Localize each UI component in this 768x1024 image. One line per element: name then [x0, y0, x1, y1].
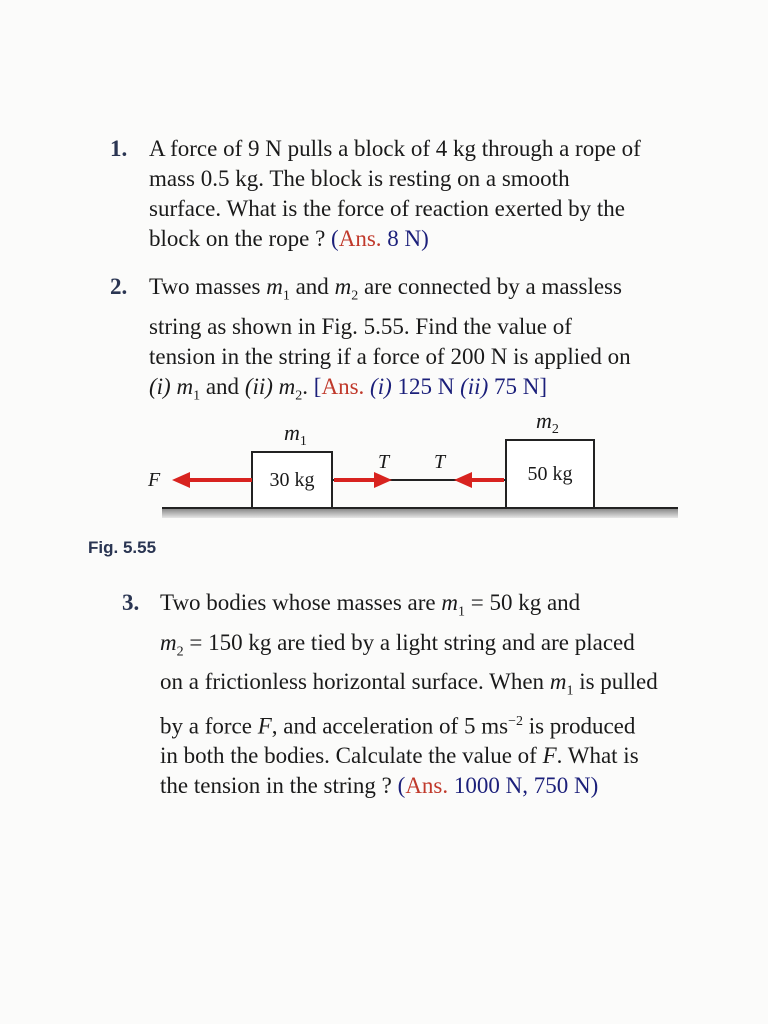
roman-numeral: (ii) — [460, 373, 489, 399]
text-fragment: on a frictionless horizontal surface. When — [160, 669, 550, 695]
answer — [398, 773, 599, 798]
math-superscript: −2 — [508, 713, 523, 729]
block-m1-label: $m_1$ — [284, 420, 307, 449]
problem-line-with-answer — [160, 771, 742, 801]
problem-line: mass 0.5 kg. The block is resting on a smooth — [149, 166, 570, 191]
math-symbol: m — [160, 629, 177, 655]
tension-label-left: T — [378, 451, 390, 473]
text-fragment: and — [200, 373, 245, 399]
math-subscript: 2 — [295, 388, 303, 404]
text-fragment: Two bodies whose masses are — [160, 590, 442, 615]
text-fragment: is pulled — [573, 669, 658, 695]
roman-numeral: (i) — [149, 373, 171, 399]
problem-line: string as shown in Fig. 5.55. Find the value of — [149, 313, 572, 339]
force-label: F — [148, 469, 161, 491]
answer-label: Ans. — [405, 773, 449, 799]
ground-hatching — [162, 509, 678, 518]
text-fragment: = 50 kg and — [464, 590, 581, 615]
problem-number: 2. — [110, 274, 128, 299]
text-fragment: . What is — [556, 743, 639, 769]
problem-number: 3. — [122, 590, 140, 615]
problem-line — [160, 628, 742, 668]
math-subscript: 1 — [282, 288, 290, 304]
math-symbol: m — [441, 590, 458, 615]
text-fragment: are connected by a massless — [358, 274, 622, 299]
problem-line: A force of 9 N pulls a block of 4 kg through a rope of — [149, 136, 641, 161]
math-symbol: m — [334, 274, 352, 299]
block-m1-mass-value: 30 kg — [269, 469, 315, 491]
text-fragment: and — [289, 274, 335, 299]
problem-number: 1. — [110, 136, 128, 161]
problem-line — [160, 667, 742, 707]
force-arrow-head — [172, 472, 190, 488]
answer-value: 1000 N, 750 N) — [448, 773, 599, 799]
figure-caption: Fig. 5.55 — [88, 538, 157, 557]
tension-arrow-right-head — [454, 472, 472, 488]
math-symbol: m — [176, 373, 194, 399]
text-fragment: = 150 kg are tied by a light string and are placed — [183, 629, 635, 655]
text-fragment: , and acceleration of 5 ms — [271, 713, 509, 739]
answer-value: 75 N] — [488, 373, 548, 399]
text-fragment: in both the bodies. Calculate the value of — [160, 743, 543, 769]
problem-line: surface. What is the force of reaction exerted by the — [149, 196, 625, 221]
tension-arrow-left-head — [374, 472, 392, 488]
math-subscript: 2 — [351, 288, 359, 304]
math-symbol: F — [542, 743, 557, 769]
block-m2-mass-value: 50 kg — [527, 463, 573, 485]
tension-label-right: T — [434, 451, 446, 473]
problem-line: tension in the string if a force of 200 N is applied on — [149, 343, 631, 369]
problem-text — [160, 588, 742, 801]
problem-line — [160, 741, 742, 771]
math-symbol: m — [549, 669, 567, 695]
answer-value: 8 N) — [381, 226, 429, 251]
math-subscript: 2 — [176, 644, 184, 660]
answer-bracket: ( — [331, 226, 339, 251]
roman-numeral: (ii) — [244, 373, 273, 399]
text-fragment: . — [302, 373, 309, 399]
math-symbol: F — [257, 713, 272, 739]
answer-value: 125 N — [391, 373, 461, 399]
math-subscript: 1 — [566, 683, 574, 699]
math-symbol: m — [278, 373, 296, 399]
answer-label: Ans. — [321, 373, 365, 399]
math-subscript: 1 — [193, 388, 201, 404]
block-m2-label: $m_2$ — [536, 408, 559, 437]
text-fragment: is produced — [522, 713, 636, 739]
text-fragment: Two masses — [149, 274, 267, 299]
problem-line — [160, 588, 742, 628]
problem-line: block on the rope ? — [149, 226, 326, 251]
answer-bracket: ( — [397, 773, 406, 799]
math-subscript: 1 — [457, 604, 465, 620]
problem-line: the tension in the string ? — [160, 773, 392, 799]
answer-label: Ans. — [338, 226, 382, 251]
roman-numeral: (i) — [370, 373, 392, 399]
answer-bracket: [ — [313, 373, 322, 399]
problem-line — [160, 707, 742, 742]
text-fragment: by a force — [160, 713, 258, 739]
math-symbol: m — [266, 274, 283, 299]
problem-3 — [122, 588, 742, 801]
